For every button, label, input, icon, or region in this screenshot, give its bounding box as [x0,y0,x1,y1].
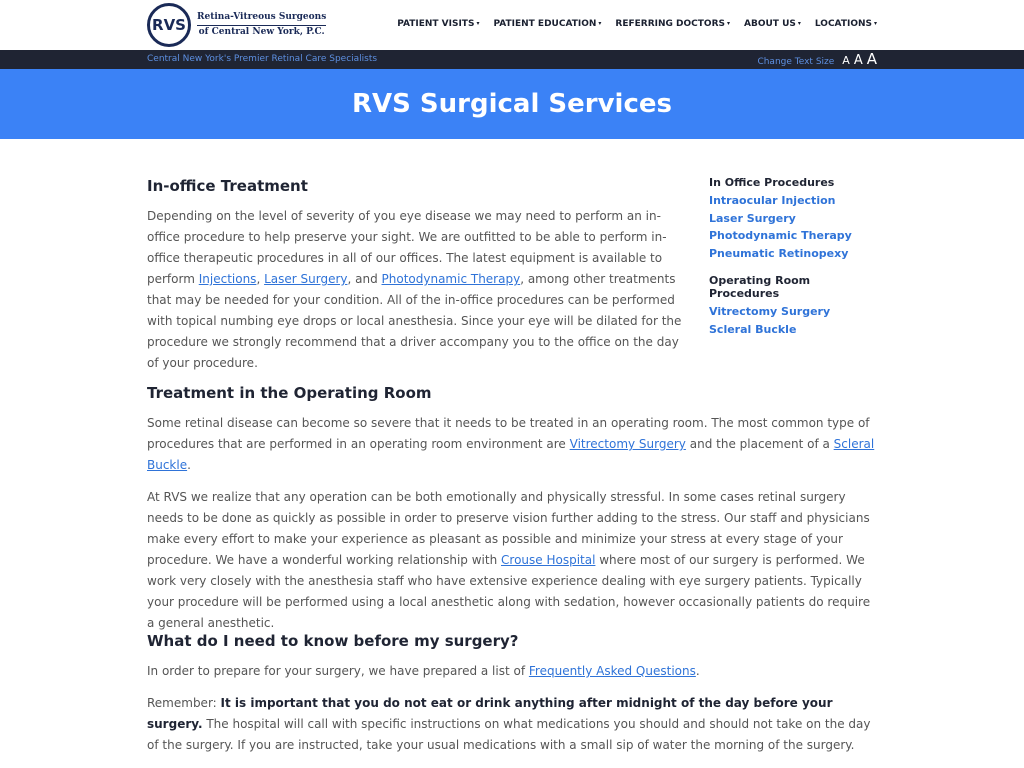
text: . [695,664,700,678]
sidebar-link-vitrectomy-surgery[interactable]: Vitrectomy Surgery [709,305,831,318]
text: and the placement of a [685,437,834,451]
logo-line-2: of Central New York, P.C. [198,27,325,37]
nav-label: REFERRING DOCTORS [615,19,725,29]
caret-down-icon: ▾ [727,20,731,27]
text-size-small-button[interactable]: A [842,54,850,67]
site-logo[interactable] [147,3,326,47]
nav-label: PATIENT VISITS [397,19,475,29]
text: Remember: [147,696,221,710]
crouse-hospital-link[interactable]: Crouse Hospital [501,553,596,567]
spacer [709,262,879,274]
nav-locations[interactable] [815,19,877,29]
nav-label: LOCATIONS [814,19,872,29]
main-nav [397,19,877,29]
section-paragraph [147,693,877,756]
text: In order to prepare for your surgery, we have prepared a list of [147,664,529,678]
nav-about-us[interactable] [744,19,801,29]
faq-link[interactable]: Frequently Asked Questions [528,664,696,678]
text-size-large-button[interactable]: A [866,50,877,68]
caret-down-icon: ▾ [873,20,877,27]
site-header [0,0,1024,50]
text: , among other treatments that may be needed for your condition. All of the in-office procedures can be performed with topical numbing eye drops or local anesthesia. Since your eye will be dilated for the procedure we strongly recommend that a driver accompany you to the office on the day of your procedure. [147,272,682,370]
nav-patient-education[interactable] [493,19,601,29]
text: , [256,272,265,286]
sidebar-link-pneumatic-retinopexy[interactable]: Pneumatic Retinopexy [709,246,849,260]
vitrectomy-surgery-link[interactable]: Vitrectomy Surgery [569,437,686,451]
sidebar-link-photodynamic-therapy[interactable]: Photodynamic Therapy [709,229,852,242]
tagline: Central New York's Premier Retinal Care Specialists [147,54,378,64]
important-notice: It is important that you do not eat or drink anything after midnight of the day before your surgery. [147,696,833,731]
text-size-label: Change Text Size [757,57,835,67]
caret-down-icon: ▾ [476,20,480,27]
page-hero [0,69,1024,139]
sidebar-heading-or: Operating Room Procedures [709,274,811,300]
sidebar-link-intraocular-injection[interactable]: Intraocular Injection [709,194,836,207]
sidebar-link-laser-surgery[interactable]: Laser Surgery [709,211,796,225]
logo-line-1: Retina-Vitreous Surgeons [197,11,326,26]
section-paragraph [147,206,687,374]
logo-mark: RVS [147,3,191,47]
text: , and [347,272,382,286]
section-paragraph [147,661,877,682]
section-heading: In-office Treatment [147,177,308,195]
text: Depending on the level of severity of you eye disease we may need to perform an in-office procedure to help preserve your sight. We are outfitted to be able to perform in-office therapeutic procedures in all of our offices. The latest equipment is available to perform [147,209,667,286]
nav-patient-visits[interactable] [397,19,479,29]
text: The hospital will call with specific instructions on what medications you should and should not take on the day of the surgery. If you are instructed, take your usual medications with a small sip of water the morning of the surgery. [147,717,871,752]
nav-label: PATIENT EDUCATION [493,19,597,29]
text-size-controls [757,50,877,68]
section-paragraph [147,487,877,634]
nav-label: ABOUT US [744,19,796,29]
section-paragraph [147,413,877,476]
text: Some retinal disease can become so severe that it needs to be treated in an operating room. The most common type of procedures that are performed in an operating room environment are [147,416,870,451]
scleral-buckle-link[interactable]: Scleral Buckle [147,437,875,472]
section-in-office [147,177,687,374]
nav-referring-doctors[interactable] [615,19,730,29]
section-operating-room [147,384,877,634]
sidebar-link-scleral-buckle[interactable]: Scleral Buckle [709,322,797,336]
text-size-medium-button[interactable]: A [853,53,863,68]
section-heading: What do I need to know before my surgery? [147,632,519,650]
top-bar [0,50,1024,69]
page-title: RVS Surgical Services [352,89,672,119]
injections-link[interactable]: Injections [198,272,257,286]
laser-surgery-link[interactable]: Laser Surgery [264,272,348,286]
photodynamic-therapy-link[interactable]: Photodynamic Therapy [381,272,521,286]
text: At RVS we realize that any operation can be both emotionally and physically stressful. In some cases retinal surgery needs to be done as quickly as possible in order to preserve vision further adding to the stress. Our staff and physicians make every effort to make your experience as pleasant as possible and minimize your stress at every stage of your procedure. We have a wonderful working relationship with [147,490,870,567]
caret-down-icon: ▾ [598,20,602,27]
section-heading: Treatment in the Operating Room [147,384,432,402]
section-before-surgery [147,632,877,756]
caret-down-icon: ▾ [797,20,801,27]
text: . [187,458,191,472]
text: where most of our surgery is performed. We work very closely with the anesthesia staff who have extensive experience dealing with eye surgery patients. Typically your procedure will be performed using a local anesthetic along with sedation, however occasionally patients do require a general anesthetic. [147,553,871,630]
sidebar-heading-office: In Office Procedures [709,176,835,189]
sidebar-procedures [709,176,879,338]
logo-wordmark [197,11,326,39]
